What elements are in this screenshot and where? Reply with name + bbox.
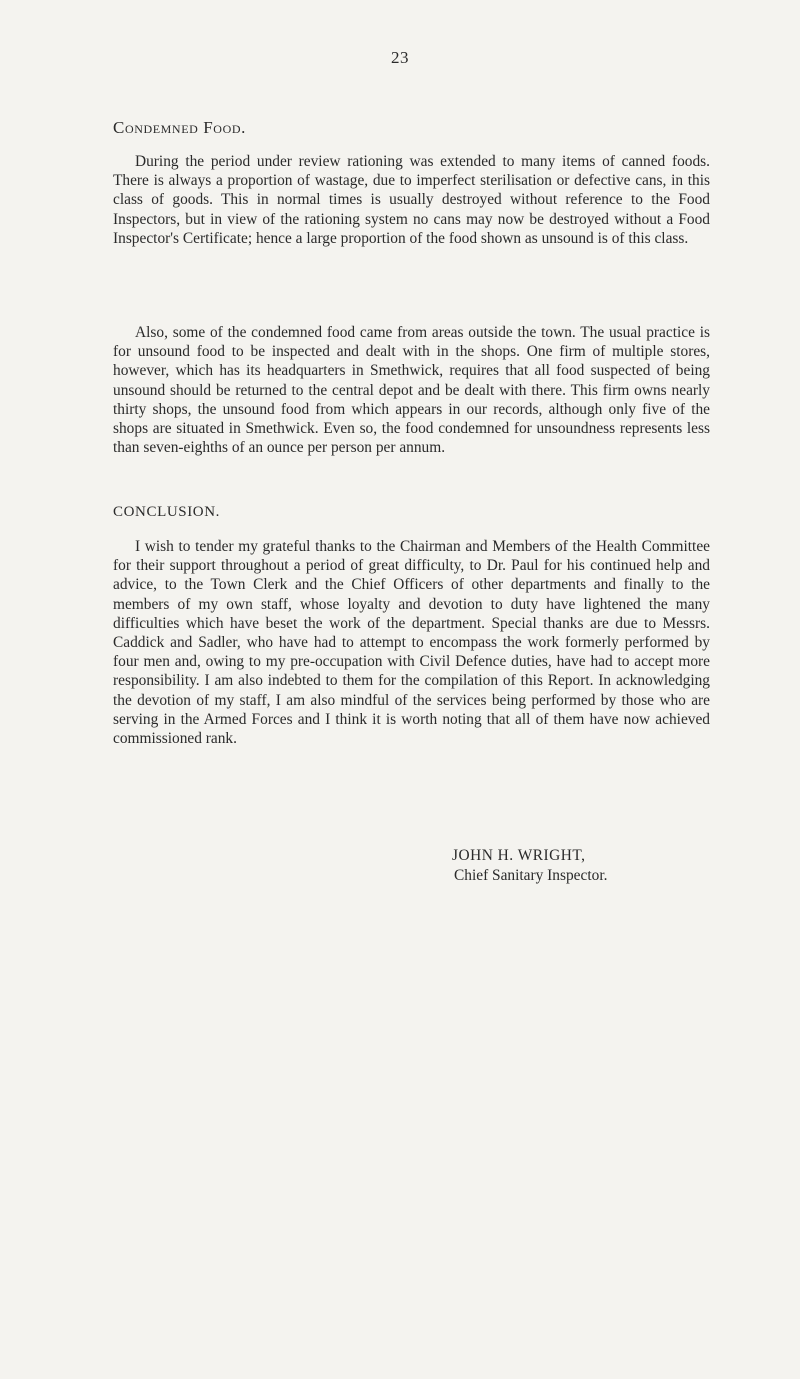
signature-title: Chief Sanitary Inspector. <box>454 867 608 884</box>
paragraph-thanks: I wish to tender my grateful thanks to the Chairman and Members of the Health Committee for their support throughout a period of great difficulty, to Dr. Paul for his continued help and advice, to the Town Clerk and the Chief Officers of other departments and finally to the members of my own staff, whose loyalty and devotion to duty have lightened the many difficulties which have beset the work of the department. Special thanks are due to Messrs. Caddick and Sadler, who have had to attempt to encompass the work formerly performed by four men and, owing to my pre-occupation with Civil Defence duties, have had to accept more responsibility. I am also indebted to them for the compilation of this Report. In acknowledging the devotion of my staff, I am also mindful of the services being performed by those who are serving in the Armed Forces and I think it is worth noting that all of them have now achieved commissioned rank. <box>113 538 710 748</box>
signature-block <box>452 846 607 886</box>
signature-name: JOHN H. WRIGHT, <box>452 847 586 864</box>
section-heading-condemned-food: Condemned Food. <box>113 118 246 137</box>
page-number: 23 <box>391 48 409 67</box>
paragraph-outside-areas: Also, some of the condemned food came from areas outside the town. The usual practice is for unsound food to be inspected and dealt with in the shops. One firm of multiple stores, however, which has its headquarters in Smethwick, requires that all food suspected of being unsound should be returned to the central depot and be dealt with there. This firm owns nearly thirty shops, the unsound food from which appears in our records, although only five of the shops are situated in Smethwick. Even so, the food condemned for unsoundness represents less than seven-eighths of an ounce per person per annum. <box>113 324 710 457</box>
section-heading-conclusion: CONCLUSION. <box>113 504 221 520</box>
paragraph-canned-foods: During the period under review rationing was extended to many items of canned foods. There is always a proportion of wastage, due to imperfect sterilisation or defective cans, in this class of goods. This in normal times is usually destroyed without reference to the Food Inspectors, but in view of the rationing system no cans may now be destroyed without a Food Inspector's Certificate; hence a large proportion of the food shown as unsound is of this class. <box>113 153 710 247</box>
